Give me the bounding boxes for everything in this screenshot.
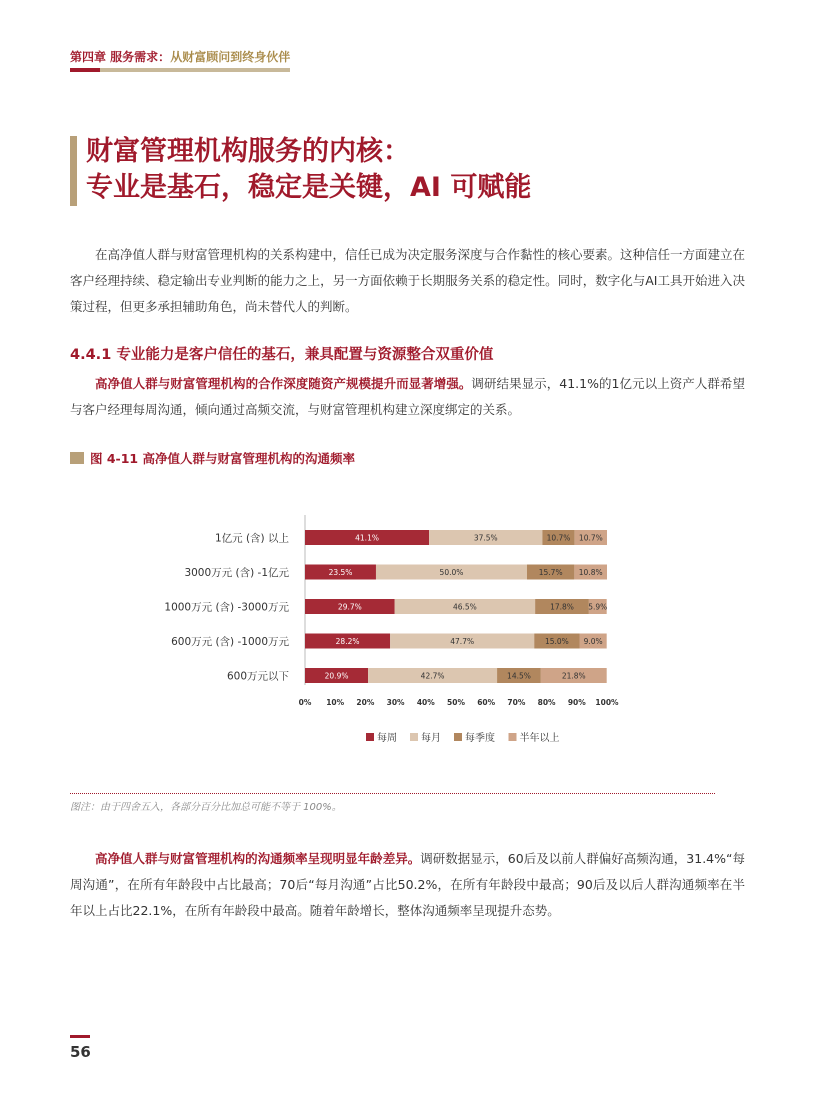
figure-marker <box>70 452 84 464</box>
figure-title <box>70 449 355 467</box>
data-label: 47.7% <box>450 637 475 646</box>
page-number: 56 <box>70 1043 91 1061</box>
category-label: 1亿元 (含) 以上 <box>214 532 289 545</box>
data-label: 41.1% <box>355 533 379 543</box>
figure-note: 图注：由于四舍五入，各部分百分比加总可能不等于 100%。 <box>70 802 342 813</box>
data-label: 17.8% <box>550 602 574 612</box>
category-label: 600万元 (含) -1000万元 <box>171 636 289 648</box>
data-label: 29.7% <box>337 602 362 612</box>
x-tick-label: 70% <box>507 698 526 707</box>
page-number-rule <box>70 1035 90 1038</box>
category-label: 1000万元 (含) -3000万元 <box>164 601 289 614</box>
body-paragraph-2 <box>70 371 745 423</box>
x-tick-label: 20% <box>356 698 375 707</box>
page-title <box>86 134 531 206</box>
legend-label: 每月 <box>421 733 441 744</box>
legend-swatch <box>509 733 517 741</box>
paragraph-2-highlight: 高净值人群与财富管理机构的合作深度随资产规模提升而显著增强。 <box>95 376 472 391</box>
x-tick-label: 80% <box>537 698 556 707</box>
communication-frequency-chart <box>150 515 630 755</box>
legend-swatch <box>454 733 462 741</box>
figure-title-text: 图 4-11 高净值人群与财富管理机构的沟通频率 <box>90 451 355 466</box>
running-header <box>70 48 290 65</box>
data-label: 10.8% <box>578 568 603 577</box>
data-label: 10.7% <box>578 533 603 543</box>
title-line-2: 专业是基石，稳定是关键，AI 可赋能 <box>86 172 532 203</box>
paragraph-3-text: 调研数据显示，60后及以前人群偏好高频沟通，31.4%“每周沟通”，在所有年龄段中占比最高；70后“每月沟通”占比50.2%，在所有年龄段中最高；90后及以后人群沟通频率在半年以上占比22.1%，在所有年龄段中最高。随着年龄增长，整体沟通频率呈现提升态势。 <box>70 851 745 918</box>
note-divider <box>70 793 715 794</box>
data-label: 21.8% <box>561 671 586 681</box>
data-label: 50.0% <box>439 568 464 577</box>
section-heading: 4.4.1 专业能力是客户信任的基石，兼具配置与资源整合双重价值 <box>70 347 494 363</box>
data-label: 15.7% <box>538 568 563 577</box>
legend-label: 每周 <box>377 733 397 744</box>
data-label: 15.0% <box>544 637 569 646</box>
x-tick-label: 10% <box>326 698 345 707</box>
chapter-subtitle: 从财富顾问到终身伙伴 <box>170 50 291 64</box>
category-label: 600万元以下 <box>226 670 289 683</box>
data-label: 14.5% <box>507 671 531 681</box>
data-label: 20.9% <box>324 671 349 681</box>
intro-paragraph: 在高净值人群与财富管理机构的关系构建中，信任已成为决定服务深度与合作黏性的核心要素。这种信任一方面建立在客户经理持续、稳定输出专业判断的能力之上，另一方面依赖于长期服务关系的稳定性。同时，数字化与AI工具开始进入决策过程，但更多承担辅助角色，尚未替代人的判断。 <box>70 247 746 314</box>
x-tick-label: 90% <box>567 698 586 707</box>
header-rule <box>70 68 290 72</box>
chapter-label: 第四章 服务需求： <box>70 50 171 64</box>
data-label: 28.2% <box>335 637 360 646</box>
category-label: 3000万元 (含) -1亿元 <box>184 567 289 579</box>
data-label: 9.0% <box>583 637 603 646</box>
x-tick-label: 50% <box>447 698 465 707</box>
x-tick-label: 30% <box>386 698 405 707</box>
x-tick-label: 100% <box>595 698 619 707</box>
data-label: 5.9% <box>588 602 608 612</box>
data-label: 46.5% <box>452 602 477 612</box>
legend-label: 半年以上 <box>519 733 560 744</box>
legend-swatch <box>410 733 418 741</box>
paragraph-3-highlight: 高净值人群与财富管理机构的沟通频率呈现明显年龄差异。 <box>95 851 421 866</box>
legend-label: 每季度 <box>465 733 495 744</box>
data-label: 10.7% <box>546 533 571 543</box>
title-accent-bar <box>70 136 77 206</box>
data-label: 23.5% <box>328 568 353 577</box>
body-paragraph-3 <box>70 846 745 924</box>
data-label: 37.5% <box>473 533 498 543</box>
x-tick-label: 0% <box>298 698 312 707</box>
legend-swatch <box>366 733 374 741</box>
data-label: 42.7% <box>420 671 445 681</box>
paragraph-2-text: 调研结果显示，41.1%的1亿元以上资产人群希望与客户经理每周沟通，倾向通过高频交流，与财富管理机构建立深度绑定的关系。 <box>70 376 745 417</box>
x-tick-label: 60% <box>477 698 496 707</box>
title-line-1: 财富管理机构服务的内核： <box>86 136 410 167</box>
x-tick-label: 40% <box>416 698 435 707</box>
